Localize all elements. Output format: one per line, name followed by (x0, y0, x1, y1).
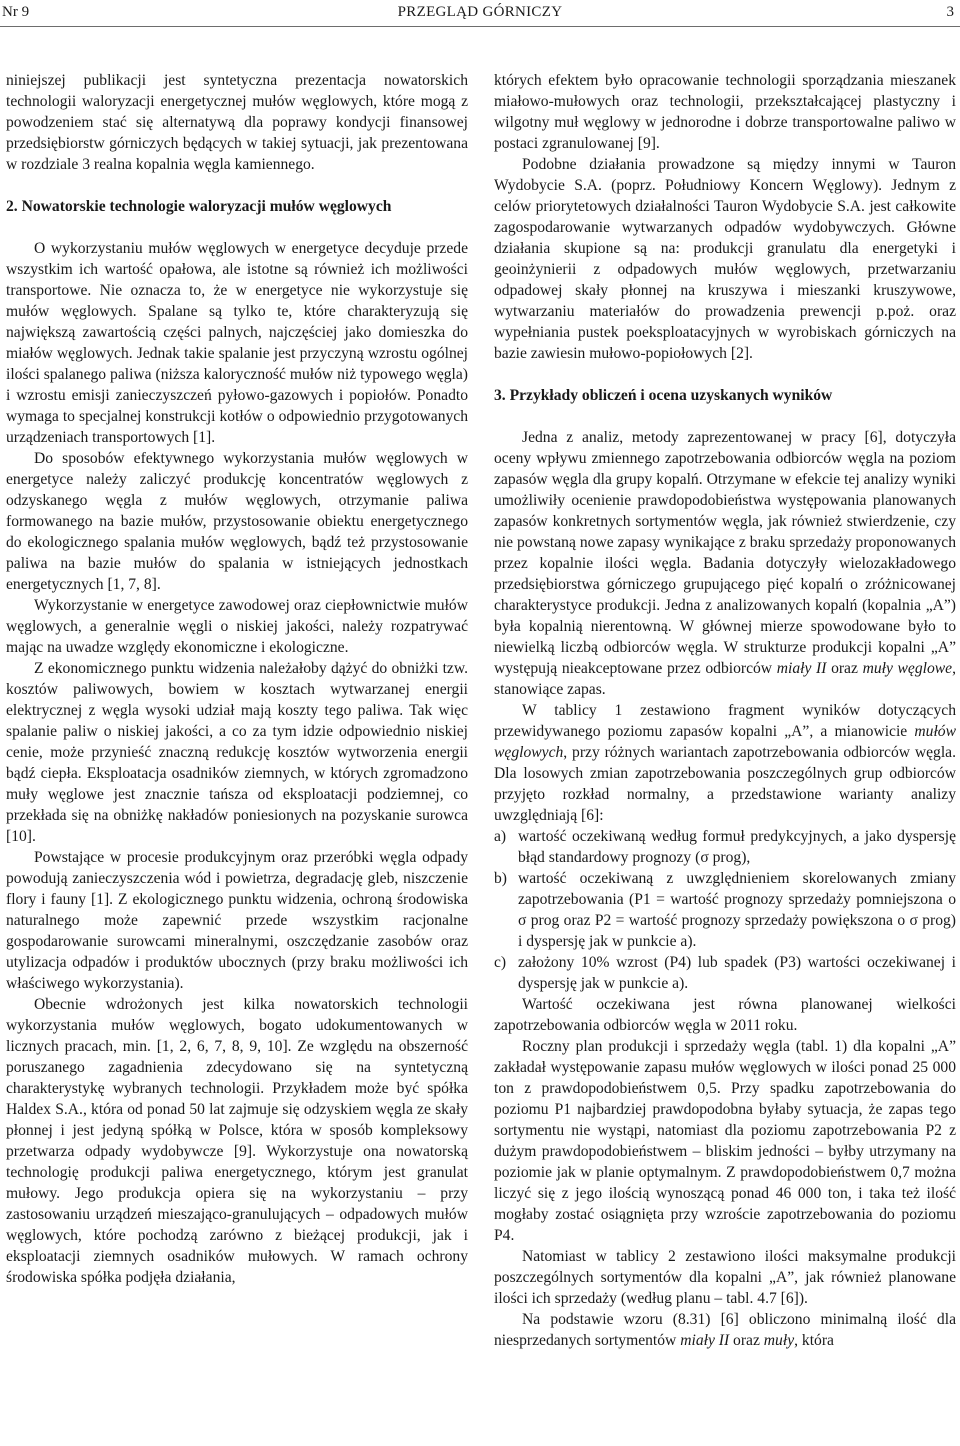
list-item: a) wartość oczekiwaną według formuł predykcyjnych, a jako dyspersję błąd standardowy prognozy (σ prog), (494, 828, 956, 866)
variant-list (494, 826, 956, 994)
paragraph: Na podstawie wzoru (8.31) [6] obliczono minimalną ilość dla niesprzedanych sortymentów miały II oraz muły, która (494, 1311, 956, 1349)
paragraph: Podobne działania prowadzone są między innymi w Tauron Wydobycie S.A. (poprz. Południowy Koncern Węglowy). Jednym z celów priorytetowych działalności Tauron Wydobycie S.A. jest całkowite zagospodarowanie wytwarzanych odpadów wydobywczych. Główne działania skupione są na: produkcji granulatu dla energetyki i geoinżynierii z odpadowych mułów węglowych, przetwarzaniu odpadowej skały płonnej na kruszywa i mieszanki kruszywowe, wytwarzaniu materiałów do prowadzenia prewencji p.poż. oraz wypełniania pustek poeksploatacyjnych w wyrobiskach górniczych na bazie zawiesin mułowo-popiołowych [2]. (494, 156, 956, 362)
journal-title: PRZEGLĄD GÓRNICZY (397, 4, 563, 20)
continued-paragraph: których efektem było opracowanie technologii sporządzania mieszanek miałowo-mułowych oraz technologii, przekształcającej plastyczny i wilgotny muł węglowy w jednorodne i dobrze transportowalne paliwo w postaci zgranulowanej [9]. (494, 72, 956, 152)
paragraph: Roczny plan produkcji i sprzedaży węgla (tabl. 1) dla kopalni „A” zakładał występowanie zapasu mułów węglowych w ilości ponad 25 000 ton z prawdopodobieństwem 0,5. Przy spadku zapotrzebowania do poziomu P1 najbardziej prawdopodobna byłaby sytuacja, że zapas tego sortymentu nie wystąpi, natomiast dla poziomu zapotrzebowania P2 z dużym prawdopodobieństwem – bliskim jedności – byłby utrzymany na poziomie jak w planie optymalnym. Z prawdopodobieństwem 0,7 można liczyć się z jego ilością wynoszącą ponad 46 000 ton, i taka też ilość mogłaby zostać osiągnięta przy wzroście zapotrzebowania do poziomu P4. (494, 1038, 956, 1244)
paragraph: O wykorzystaniu mułów węglowych w energetyce decyduje przede wszystkim ich wartość opałowa, ale istotne są również ich możliwości transportowe. Nie oznacza to, że w energetyce nie wykorzystuje się mułów węglowych. Spalane są tylko te, które charakteryzują się największą zawartością części palnych, najczęściej jako domieszka do miałów węglowych. Jednak takie spalanie jest przyczyną wzrostu ogólnej ilości spalanego paliwa (niższa kaloryczność mułów niż typowego węgla) i wzrostu emisji zanieczyszczeń pyłowo-gazowych i popiołów. Ponadto wymaga to specjalnej konstrukcji kotłów o odpowiednio przygotowanych urządzeniach transportowych [1]. (6, 240, 468, 446)
page-number-left: Nr 9 (2, 4, 30, 20)
paragraph: W tablicy 1 zestawiono fragment wyników dotyczących przewidywanego poziomu zapasów kopalni „A”, a mianowicie mułów węglowych, przy różnych wariantach zapotrzebowania odbiorców węgla. Dla losowych zmian zapotrzebowania poszczególnych grup odbiorców przyjęto rozkład normalny, a przedstawione warianty analizy uwzględniają [6]: (494, 702, 956, 824)
list-item: c) założony 10% wzrost (P4) lub spadek (P3) wartości oczekiwanej i dyspersję jak w punkcie a). (494, 954, 956, 992)
section-3-heading: 3. Przykłady obliczeń i ocena uzyskanych wyników (494, 387, 833, 404)
list-item: b) wartość oczekiwaną z uwzględnieniem skorelowanych zmiany zapotrzebowania (P1 = wartość prognozy sprzedaży pomniejszona o σ prog oraz P2 = wartość prognozy sprzedaży powiększona o σ prog) i dyspersję jak w punkcie a). (494, 870, 956, 950)
paragraph: Z ekonomicznego punktu widzenia należałoby dążyć do obniżki tzw. kosztów paliwowych, bowiem w kosztach wytwarzanej energii elektrycznej z węgla wysoki udział mają koszty tego paliwa. Tak więc spalanie paliw o niskiej jakości, a co za tym idzie odpowiednio niskiej cenie, może przynieść znaczną redukcję kosztów wytworzenia energii bądź ciepła. Eksploatacja osadników ziemnych, w których zgromadzono muły węglowe jest znacznie tańsza od eksploatacji podziemnej, co przekłada się na obniżkę nakładów poniesionych na pozyskanie surowca [10]. (6, 660, 468, 845)
left-column (6, 70, 468, 1288)
paragraph: Powstające w procesie produkcyjnym oraz przeróbki węgla odpady powodują zanieczyszczenia wód i powietrza, degradację gleb, niszczenie flory i fauny [1]. Z ekologicznego punktu widzenia, ochroną środowiska naturalnego może zapewnić przede wszystkim racjonalne gospodarowanie surowcami mineralnymi, oszczędzanie zasobów oraz utylizacja odpadów i produktów ubocznych (przy braku możliwości ich właściwego wykorzystania). (6, 849, 468, 992)
paragraph: Jedna z analiz, metody zaprezentowanej w pracy [6], dotyczyła oceny wpływu zmiennego zapotrzebowania odbiorców węgla na poziom zapasów węgla dla grupy kopalń. Otrzymane w efekcie tej analizy wyniki umożliwiły ocenienie prawdopodobieństwa występowania planowanych zapasów konkretnych sortymentów węgla, jak również stwierdzenie, czy nie powstaną nowe zapasy wynikające z braku sprzedaży proponowanych przez kopalnie ilości węgla. Badania dotyczyły wielozakładowego przedsiębiorstwa górniczego grupującego pięć kopalń o zróżnicowanej charakterystyce produkcji. Jedna z analizowanych kopalń (kopalnia „A”) była kopalnią nierentowną. W głównej mierze spowodowane było to niewielką liczbą odbiorców węgla. W strukturze produkcji kopalni „A” występują nieakceptowane przez odbiorców miały II oraz muły węglowe, stanowiące zapas. (494, 429, 957, 698)
paragraph: Do sposobów efektywnego wykorzystania mułów węglowych w energetyce należy zaliczyć produkcję koncentratów węglowych z odzyskanego węgla z mułów węglowych, otrzymanie paliwa formowanego na bazie mułów, przystosowanie obiektu energetycznego do ekologicznego spalania mułów węglowych, bądź też przystosowanie paliwa na bazie mułów do spalania w istniejących jednostkach energetycznych [1, 7, 8]. (6, 450, 468, 593)
header-divider (0, 26, 960, 27)
section-2-heading: 2. Nowatorskie technologie waloryzacji mułów węglowych (6, 198, 392, 215)
intro-paragraph: niniejszej publikacji jest syntetyczna prezentacja nowatorskich technologii waloryzacji energetycznej mułów węglowych, które mogą z powodzeniem stać się alternatywą dla poprawy kondycji finansowej przedsiębiorstw górniczych będących w takiej sytuacji, jak prezentowana w rozdziale 3 realna kopalnia węgla kamiennego. (6, 72, 468, 173)
page-number-right: 3 (946, 4, 954, 20)
paragraph: Wartość oczekiwana jest równa planowanej wielkości zapotrzebowania odbiorców węgla w 2011 roku. (494, 996, 956, 1034)
paragraph: Obecnie wdrożonych jest kilka nowatorskich technologii wykorzystania mułów węglowych, bogato udokumentowanych w licznych pracach, min. [1, 2, 6, 7, 8, 9, 10]. Ze względu na obszerność poruszanego zagadnienia zdecydowano się na syntetyczną charakterystykę wybranych technologii. Przykładem może być spółka Haldex S.A., która od ponad 50 lat zajmuje się odzyskiem węgla ze skały płonnej i jest jedyną spółką w Polsce, która w sposób kompleksowy przetwarza odpady wydobywcze [9]. Wykorzystuje ona nowatorską technologię produkcji paliwa energetycznego, którym jest granulat mułowy. Jego produkcja opiera się na wykorzystaniu – przy zastosowaniu urządzeń mieszająco-granulujących – odpadowych mułów węglowych, które pochodzą zarówno z bieżącej produkcji, jak i eksploatacji ziemnych osadników mułowych. W ramach ochrony środowiska spółka podjęła działania, (6, 996, 468, 1286)
right-column (494, 70, 956, 1351)
paragraph: Natomiast w tablicy 2 zestawiono ilości maksymalne produkcji poszczególnych sortymentów dla kopalni „A”, jak również planowane ilości ich sprzedaży (według planu – tabl. 4.7 [6]). (494, 1248, 956, 1307)
page-header (0, 0, 960, 24)
paragraph: Wykorzystanie w energetyce zawodowej oraz ciepłownictwie mułów węglowych, a generalnie węgli o niskiej jakości, należy rozpatrywać mając na uwadze względy ekonomiczne i ekologiczne. (6, 597, 468, 656)
